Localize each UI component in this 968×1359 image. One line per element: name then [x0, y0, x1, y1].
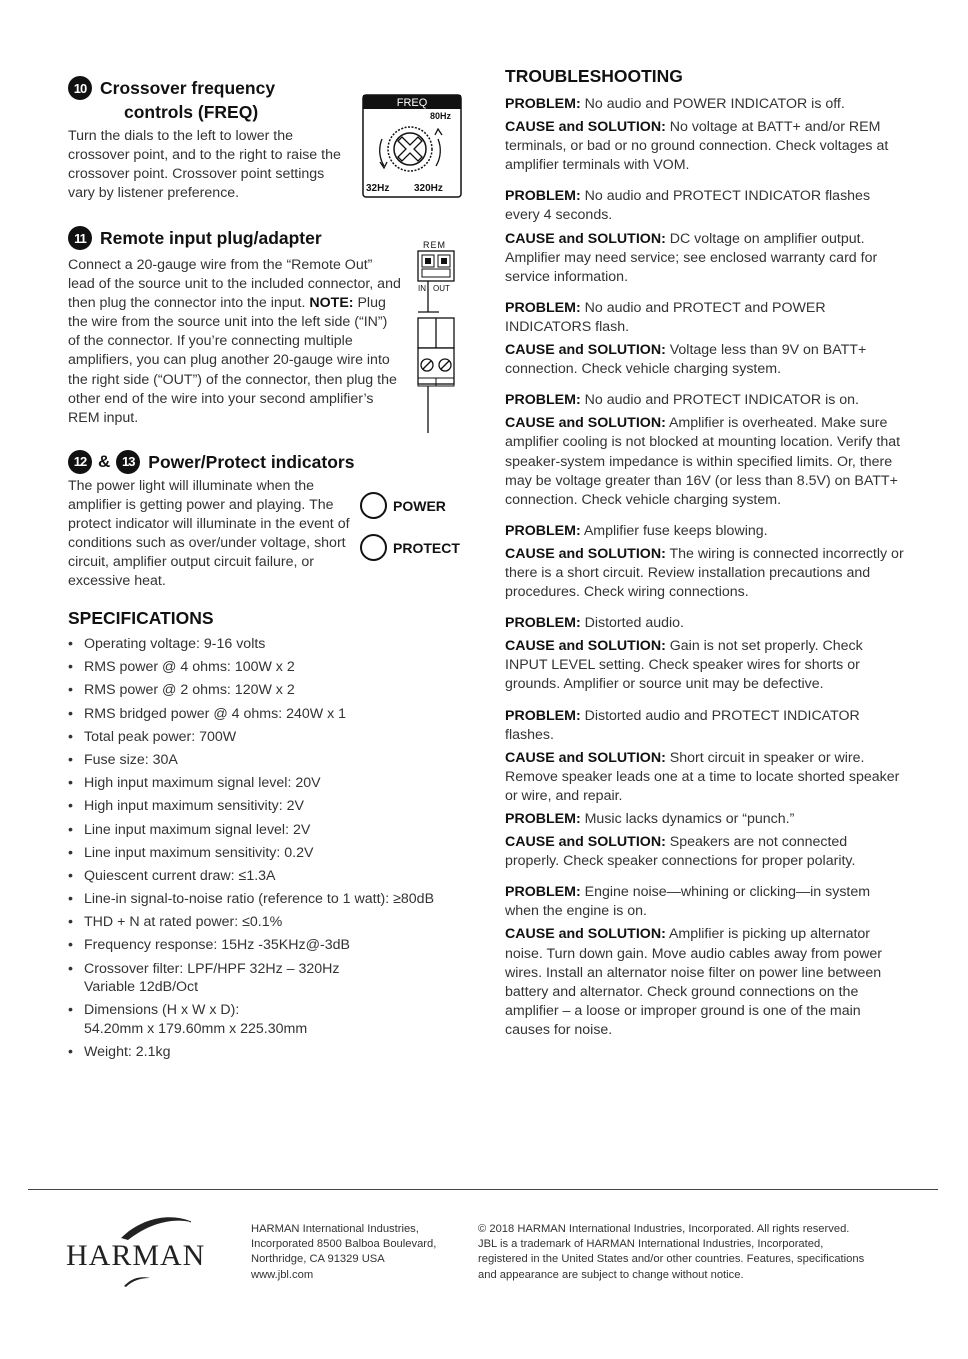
spec-item: • RMS power @ 2 ohms: 120W x 2	[68, 681, 468, 700]
spec-item: • Frequency response: 15Hz -35KHz@-3dB	[68, 936, 468, 955]
crossover-section	[68, 76, 463, 203]
spec-item: • RMS power @ 4 ohms: 100W x 2	[68, 658, 468, 677]
remote-body-part2: Plug the wire from the source unit into the left side (“IN”) of the connector. If you’re connecting multiple amplifiers, you can plug another 20-gauge wire into the right side (“OUT”) of the connector, then plug the other end of the wire into your second amplifier’s REM input.	[68, 295, 397, 426]
remote-input-body	[68, 256, 403, 428]
crossover-body: Turn the dials to the left to lower the crossover point, and to the right to raise the crossover point. Crossover point settings vary by listener preference.	[68, 128, 341, 202]
problem-desc: No audio and POWER INDICATOR is off.	[580, 96, 845, 112]
crossover-title-line2: controls (FREQ)	[124, 102, 259, 122]
specifications-list	[68, 635, 468, 1062]
problem-desc: Music lacks dynamics or “punch.”	[580, 811, 795, 827]
problem-text	[505, 810, 905, 829]
cause-text	[505, 414, 905, 509]
spec-item: • High input maximum sensitivity: 2V	[68, 797, 468, 816]
spec-item: • RMS bridged power @ 4 ohms: 240W x 1	[68, 705, 468, 724]
cause-desc: The wiring is connected incorrectly or there is a short circuit. Review installation precautions and procedures. Check wiring connections.	[505, 545, 904, 601]
rem-plug-icon	[418, 318, 454, 386]
cause-desc: Short circuit in speaker or wire. Remove speaker leads one at a time to locate shorted speaker or wire, and repair.	[505, 749, 900, 804]
freq-dial-figure	[362, 94, 462, 199]
problem-label: PROBLEM:	[505, 884, 581, 901]
rem-socket-icon	[418, 251, 454, 281]
problem-text	[505, 95, 905, 114]
spec-item: • Dimensions (H x W x D): 54.20mm x 179.60mm x 225.30mm	[68, 1001, 468, 1038]
trouble-item	[505, 95, 905, 175]
problem-desc: Distorted audio and PROTECT INDICATOR flashes.	[505, 707, 860, 743]
cause-desc: DC voltage on amplifier output. Amplifier may need service; see enclosed warranty card for service information.	[505, 230, 878, 285]
cause-desc: Voltage less than 9V on BATT+ connection. Check vehicle charging system.	[505, 342, 867, 378]
cause-text	[505, 230, 905, 287]
cause-desc: Speakers are not connected properly. Check speaker connections for proper polarity.	[505, 834, 856, 870]
cause-text	[505, 545, 905, 602]
problem-desc: Amplifier fuse keeps blowing.	[580, 522, 768, 539]
trouble-item	[505, 883, 905, 1040]
cause-text	[505, 833, 905, 871]
cause-text	[505, 637, 905, 694]
problem-label: PROBLEM:	[505, 188, 581, 205]
section-number-badge: 11	[68, 226, 92, 250]
problem-label: PROBLEM:	[505, 392, 581, 409]
trouble-item	[505, 810, 905, 871]
ampersand: &	[98, 452, 111, 471]
specifications-title: SPECIFICATIONS	[68, 608, 214, 628]
power-led-icon	[360, 492, 387, 519]
rem-label: REM	[423, 240, 446, 250]
cause-text	[505, 341, 905, 379]
problem-desc: Engine noise—whining or clicking—in system when the engine is on.	[505, 884, 871, 920]
trouble-item	[505, 522, 905, 602]
trouble-item	[505, 614, 905, 694]
spec-item: • High input maximum signal level: 20V	[68, 774, 468, 793]
protect-led-icon	[360, 534, 387, 561]
cause-label: CAUSE and SOLUTION:	[505, 638, 666, 655]
cause-label: CAUSE and SOLUTION:	[505, 834, 666, 851]
problem-text	[505, 707, 905, 745]
harman-logo	[66, 1210, 216, 1290]
footer-address: HARMAN International Industries, Incorporated 8500 Balboa Boulevard, Northridge, CA 91329 USA www.jbl.com	[251, 1223, 437, 1281]
freq-min-label: 32Hz	[366, 183, 390, 194]
section-number-badge: 12	[68, 450, 92, 474]
problem-desc: No audio and PROTECT and POWER INDICATORS flash.	[505, 299, 826, 335]
problem-desc: No audio and PROTECT INDICATOR flashes every 4 seconds.	[505, 188, 871, 224]
specifications-section	[68, 608, 468, 1066]
problem-label: PROBLEM:	[505, 707, 581, 724]
problem-label: PROBLEM:	[505, 96, 581, 112]
cause-label: CAUSE and SOLUTION:	[505, 342, 666, 359]
problem-label: PROBLEM:	[505, 811, 581, 827]
spec-item: • Crossover filter: LPF/HPF 32Hz – 320Hz Variable 12dB/Oct	[68, 960, 468, 997]
spec-item: • Line input maximum sensitivity: 0.2V	[68, 844, 468, 863]
remote-input-title: Remote input plug/adapter	[100, 228, 322, 248]
problem-text	[505, 522, 905, 541]
cause-label: CAUSE and SOLUTION:	[505, 749, 666, 766]
cause-text	[505, 925, 905, 1040]
remote-input-heading	[68, 226, 463, 250]
trouble-item	[505, 299, 905, 379]
footer-divider	[28, 1189, 938, 1190]
cause-desc: Amplifier is overheated. Make sure amplifier cooling is not blocked at mounting location. Verify that speaker-system impedance is within specified limits. Or, there may be voltage greater than 16V (or less than 8.5V) on BATT+ connection. Check vehicle charging system.	[505, 415, 901, 508]
indicators-body: The power light will illuminate when the amplifier is getting power and playing. The protect indicator will illuminate in the event of conditions such as over/under voltage, short circuit, amplifier output circuit failure, or excessive heat.	[68, 478, 350, 590]
section-number-badge: 10	[68, 76, 92, 100]
trouble-item	[505, 391, 905, 510]
troubleshooting-section	[505, 66, 905, 1052]
cause-desc: No voltage at BATT+ and/or REM terminals, or bad or no ground connection. Check voltages at amplifier terminals with VOM.	[505, 119, 889, 174]
harman-wordmark: HARMAN	[66, 1239, 206, 1272]
cause-label: CAUSE and SOLUTION:	[505, 119, 666, 136]
spec-item: • THD + N at rated power: ≤0.1%	[68, 913, 468, 932]
indicators-heading	[68, 450, 463, 474]
cause-label: CAUSE and SOLUTION:	[505, 230, 666, 247]
problem-desc: No audio and PROTECT INDICATOR is on.	[580, 392, 860, 409]
note-label: NOTE:	[309, 295, 354, 312]
problem-text	[505, 614, 905, 633]
problem-label: PROBLEM:	[505, 615, 581, 632]
spec-item: • Line-in signal-to-noise ratio (reference to 1 watt): ≥80dB	[68, 890, 468, 909]
problem-text	[505, 299, 905, 337]
cause-text	[505, 749, 905, 806]
section-number-badge: 13	[116, 450, 140, 474]
rem-in-label: IN	[418, 284, 426, 293]
protect-label: PROTECT	[393, 539, 460, 556]
troubleshooting-title: TROUBLESHOOTING	[505, 66, 683, 86]
spec-item: • Fuse size: 30A	[68, 751, 468, 770]
spec-item: • Quiescent current draw: ≤1.3A	[68, 867, 468, 886]
spec-item: • Total peak power: 700W	[68, 728, 468, 747]
remote-input-section	[68, 226, 463, 428]
cause-desc: Gain is not set properly. Check INPUT LEVEL setting. Check speaker wires for shorts or grounds. Amplifier or source unit may be defective.	[505, 638, 863, 693]
problem-label: PROBLEM:	[505, 299, 581, 316]
spec-item: • Operating voltage: 9-16 volts	[68, 635, 468, 654]
trouble-item	[505, 187, 905, 286]
crossover-title-line1: Crossover frequency	[100, 78, 276, 98]
indicators-title: Power/Protect indicators	[148, 452, 355, 472]
problem-text	[505, 883, 905, 921]
cause-desc: Amplifier is picking up alternator noise. Turn down gain. Move audio cables away from power wires. Install an alternator noise filter on power line between battery and alternator. Check ground connections on the amplifier – a loose or improper ground is one of the main causes for noise.	[505, 926, 882, 1038]
footer-legal: © 2018 HARMAN International Industries, Incorporated. All rights reserved. JBL is a trademark of HARMAN International Industries, Incorporated, registered in the United States and/or other countries. Features, specifications and appearance are subject to change without notice.	[478, 1223, 865, 1281]
cause-label: CAUSE and SOLUTION:	[505, 545, 666, 562]
remote-body-part1: Connect a 20-gauge wire from the “Remote Out” lead of the source unit to the included connector, and then plug the connector into the input.	[68, 257, 401, 312]
problem-text	[505, 187, 905, 225]
freq-label: FREQ	[396, 97, 428, 109]
indicators-section	[68, 450, 463, 592]
spec-item: • Line input maximum signal level: 2V	[68, 821, 468, 840]
protect-indicator	[360, 534, 460, 561]
power-indicator	[360, 492, 446, 519]
cause-label: CAUSE and SOLUTION:	[505, 415, 666, 432]
trouble-item	[505, 707, 905, 806]
cause-label: CAUSE and SOLUTION:	[505, 926, 666, 943]
rem-connector-figure	[415, 240, 465, 435]
problem-label: PROBLEM:	[505, 522, 581, 539]
rem-out-label: OUT	[433, 284, 450, 293]
cause-text	[505, 118, 905, 175]
problem-text	[505, 391, 905, 410]
freq-max-label: 320Hz	[414, 183, 443, 194]
spec-item: • Weight: 2.1kg	[68, 1043, 468, 1062]
problem-desc: Distorted audio.	[580, 615, 684, 632]
freq-top-label: 80Hz	[430, 111, 452, 121]
power-label: POWER	[393, 497, 446, 514]
